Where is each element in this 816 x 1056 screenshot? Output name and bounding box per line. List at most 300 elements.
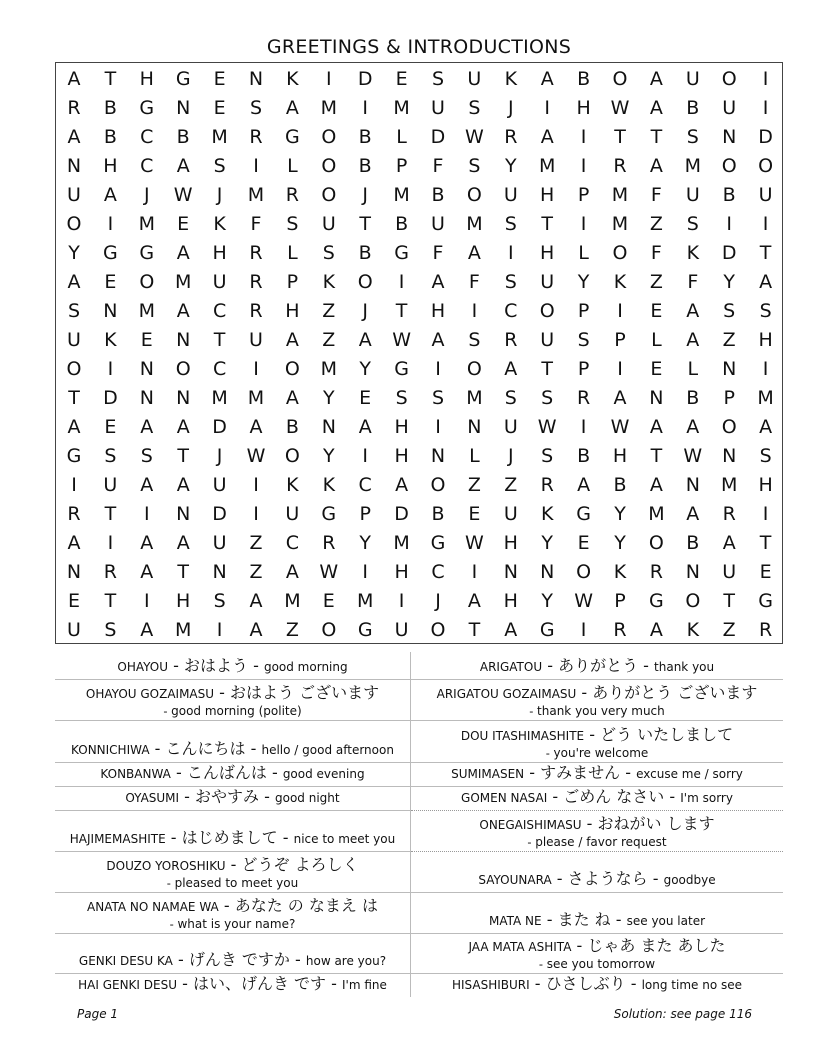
grid-letter: G [66,445,82,467]
grid-letter: O [612,242,628,264]
grid-letter: I [107,532,114,554]
grid-letter: K [322,271,336,293]
grid-letter: U [540,271,555,293]
grid-letter: C [285,532,300,554]
grid-letter: N [430,445,446,467]
grid-letter: S [723,300,736,322]
grid-letter: I [253,503,259,525]
romaji-text: SAYOUNARA [478,873,552,887]
grid-letter: U [212,474,227,496]
grid-letter: N [103,300,118,322]
vocab-line: KONNICHIWA - こんにちは - hello / good afternoon [71,739,394,758]
grid-letter: S [286,213,299,235]
grid-letter: Y [723,271,735,293]
grid-letter: T [650,126,663,148]
grid-letter: N [139,358,154,380]
grid-letter: M [393,184,410,206]
grid-letter: B [358,242,372,264]
grid-letter: I [143,590,150,612]
grid-letter: G [576,503,591,525]
grid-letter: S [468,155,481,177]
grid-letter: F [250,213,262,235]
grid-letter: R [504,126,518,148]
grid-letter: I [617,358,623,380]
vocab-line: ONEGAISHIMASU - おねがい します [479,814,715,833]
vocab-line: - pleased to meet you [166,876,299,890]
grid-letter: R [285,184,299,206]
grid-letter: B [395,213,409,235]
vocab-entry [55,851,410,892]
grid-letter: E [213,68,226,90]
grid-letter: T [104,590,117,612]
english-text: see you later [626,914,706,928]
grid-letter: D [212,416,227,438]
romaji-text: HAI GENKI DESU [78,978,177,992]
vocab-entry [411,679,783,720]
grid-letter: D [721,242,737,264]
grid-letter: E [104,416,117,438]
grid-letter: R [758,619,773,641]
vocab-entry [55,933,410,973]
grid-letter: I [253,155,259,177]
grid-letter: W [319,561,339,583]
grid-letter: T [759,242,772,264]
grid-letter: A [67,416,81,438]
grid-letter: H [758,474,773,496]
grid-letter: G [175,68,191,90]
grid-letter: T [541,358,553,380]
grid-letter: B [431,503,445,525]
grid-letter: O [321,184,337,206]
grid-letter: T [468,619,481,641]
grid-letter: S [140,445,153,467]
grid-letter: H [394,445,409,467]
romaji-text: MATA NE [488,914,542,928]
grid-letter: Y [614,503,626,525]
grid-letter: A [540,126,554,148]
grid-letter: T [68,387,80,409]
grid-letter: A [285,329,299,351]
grid-letter: E [177,213,190,235]
grid-row [56,616,782,645]
english-text: good morning (polite) [171,704,302,718]
grid-letter: E [759,561,772,583]
grid-letter: Z [249,561,263,583]
grid-letter: M [611,184,629,206]
grid-letter: A [504,619,518,641]
grid-letter: W [683,445,703,467]
grid-letter: G [539,619,555,641]
grid-letter: E [468,503,481,525]
grid-letter: T [177,445,189,467]
grid-letter: H [394,561,409,583]
grid-row [56,152,782,181]
grid-letter: O [648,532,664,554]
grid-letter: I [107,358,114,380]
grid-row [56,355,782,384]
romaji-text: KONNICHIWA [71,743,150,757]
grid-letter: U [685,184,700,206]
grid-letter: A [649,68,663,90]
grid-letter: B [358,126,372,148]
japanese-text: はい、げんき です [192,974,327,993]
grid-letter: P [614,329,626,351]
grid-letter: Y [359,358,371,380]
grid-letter: F [468,271,480,293]
grid-letter: D [212,503,227,525]
grid-letter: B [358,155,372,177]
japanese-text: さようなら [567,869,648,888]
grid-letter: S [504,271,517,293]
grid-row [56,123,782,152]
grid-letter: B [613,474,627,496]
grid-letter: H [758,329,773,351]
japanese-text: おねがい します [597,814,715,833]
grid-letter: I [71,474,77,496]
page-title: GREETINGS & INTRODUCTIONS [266,36,572,58]
grid-letter: N [176,97,191,119]
grid-letter: B [686,532,700,554]
grid-letter: H [285,300,300,322]
grid-letter: C [140,126,154,148]
grid-letter: Z [322,329,336,351]
grid-letter: R [249,242,263,264]
grid-letter: S [759,300,772,322]
grid-letter: D [758,126,773,148]
vocab-line: - what is your name? [169,917,296,931]
grid-letter: O [721,68,737,90]
vocab-entry [411,933,783,973]
grid-row [56,210,782,239]
grid-letter: M [174,619,192,641]
japanese-text: じゃあ また あした [587,936,726,955]
grid-row [56,529,782,558]
grid-letter: O [721,155,737,177]
grid-letter: I [435,416,441,438]
grid-letter: Z [649,213,663,235]
grid-letter: F [650,242,662,264]
grid-letter: T [541,213,553,235]
grid-letter: Z [722,329,736,351]
grid-letter: A [358,416,372,438]
grid-letter: D [357,68,373,90]
english-text: good morning [263,660,348,674]
grid-letter: A [285,561,299,583]
vocab-line: - please / favor request [527,835,667,849]
grid-letter: K [213,213,226,235]
grid-letter: E [67,590,80,612]
grid-letter: J [362,300,368,322]
vocab-entry [55,786,410,810]
grid-letter: W [537,416,557,438]
english-text: please / favor request [535,835,667,849]
grid-letter: H [176,590,191,612]
grid-letter: L [469,445,480,467]
grid-letter: O [758,155,774,177]
grid-row [56,94,782,123]
grid-row [56,587,782,616]
page-number: Page 1 [77,1007,119,1021]
grid-letter: M [247,387,265,409]
grid-letter: I [762,97,769,119]
romaji-text: GOMEN NASAI [461,791,548,805]
grid-letter: Z [249,532,263,554]
japanese-text: おはよう ございます [230,683,380,702]
grid-letter: I [580,213,587,235]
grid-letter: M [538,155,556,177]
vocab-line: HAJIMEMASHITE - はじめまして - nice to meet you [69,828,396,847]
grid-letter: I [253,358,259,380]
grid-letter: C [431,561,445,583]
grid-letter: D [430,126,446,148]
grid-letter: R [613,155,627,177]
grid-letter: G [430,532,446,554]
grid-letter: T [395,300,408,322]
grid-letter: B [285,416,299,438]
grid-letter: N [722,126,737,148]
grid-letter: S [67,300,81,322]
grid-letter: R [67,97,81,119]
grid-letter: I [398,271,405,293]
grid-letter: O [357,271,373,293]
grid-letter: M [247,184,265,206]
grid-letter: G [758,590,773,612]
grid-letter: U [212,271,227,293]
japanese-text: あなた の なまえ は [234,896,378,915]
grid-letter: E [577,532,590,554]
romaji-text: SUMIMASEN [451,767,525,781]
grid-letter: B [686,387,700,409]
grid-letter: A [686,503,700,525]
grid-letter: A [249,416,263,438]
grid-letter: Z [649,271,663,293]
vocab-line: - good morning (polite) [163,704,302,718]
grid-letter: N [139,387,154,409]
grid-letter: I [471,300,478,322]
grid-letter: T [614,126,626,148]
grid-letter: M [648,503,665,525]
grid-letter: P [577,358,590,380]
grid-letter: G [285,126,300,148]
grid-letter: K [540,503,554,525]
grid-letter: S [686,213,699,235]
grid-row [56,500,782,529]
grid-row [56,297,782,326]
vocab-entry [411,851,783,892]
grid-letter: F [432,242,444,264]
grid-letter: T [723,590,735,612]
grid-letter: M [138,300,155,322]
grid-letter: Z [722,619,736,641]
english-text: thank you very much [537,704,665,718]
grid-letter: Y [359,532,371,554]
grid-letter: G [103,242,118,264]
grid-letter: I [362,445,368,467]
grid-letter: A [358,329,372,351]
grid-letter: N [503,561,518,583]
grid-letter: A [649,474,663,496]
grid-letter: A [249,619,263,641]
vocab-line: GOMEN NASAI - ごめん なさい - I'm sorry [461,787,733,806]
grid-letter: F [650,184,662,206]
grid-letter: I [762,503,769,525]
grid-letter: A [431,271,445,293]
grid-letter: O [576,561,592,583]
japanese-text: また ね [557,910,611,929]
grid-letter: R [322,532,336,554]
grid-letter: U [212,532,227,554]
grid-row [56,413,782,442]
romaji-text: ONEGAISHIMASU [479,818,582,832]
romaji-text: ARIGATOU [479,660,543,674]
grid-row [56,384,782,413]
grid-letter: H [540,184,555,206]
romaji-text: ANATA NO NAMAE WA [87,900,219,914]
grid-letter: C [140,155,154,177]
romaji-text: DOU ITASHIMASHITE [460,729,585,743]
vocab-entry [55,720,410,762]
vocab-entry [411,892,783,933]
grid-letter: A [67,126,81,148]
grid-letter: Z [467,474,481,496]
grid-letter: A [649,416,663,438]
grid-letter: M [393,532,410,554]
grid-letter: M [466,387,483,409]
grid-letter: A [140,532,154,554]
grid-letter: K [104,329,117,351]
grid-letter: F [687,271,699,293]
grid-letter: N [66,155,82,177]
vocab-entry [55,892,410,933]
vocab-line: - thank you very much [529,704,665,718]
vocab-line: - you're welcome [545,746,649,760]
vocab-entry [411,973,783,997]
grid-letter: S [468,329,481,351]
romaji-text: KONBANWA [100,767,171,781]
english-text: how are you? [305,954,387,968]
vocab-line: ARIGATOU GOZAIMASU - ありがとう ございます [436,683,758,702]
grid-letter: U [685,68,700,90]
grid-letter: A [140,561,154,583]
grid-letter: I [617,300,623,322]
grid-row [56,268,782,297]
grid-letter: H [430,300,446,322]
grid-letter: E [104,271,117,293]
grid-letter: H [540,242,555,264]
grid-letter: H [139,68,154,90]
grid-letter: I [398,590,405,612]
grid-row [56,65,782,94]
grid-letter: M [393,97,410,119]
grid-letter: A [649,155,663,177]
grid-letter: G [139,242,155,264]
grid-letter: A [649,619,663,641]
grid-letter: N [176,503,191,525]
grid-letter: B [686,97,700,119]
grid-letter: W [610,416,630,438]
romaji-text: DOUZO YOROSHIKU [106,859,226,873]
japanese-text: ごめん なさい [563,787,665,806]
grid-letter: S [249,97,263,119]
grid-letter: R [613,619,627,641]
grid-letter: Y [504,155,517,177]
grid-letter: B [577,68,591,90]
grid-letter: K [613,271,627,293]
grid-letter: I [325,68,332,90]
grid-letter: A [504,358,518,380]
japanese-text: はじめまして [181,828,278,847]
grid-letter: I [107,213,114,235]
grid-letter: S [504,213,517,235]
grid-letter: M [356,590,374,612]
grid-letter: N [685,561,700,583]
grid-row [56,239,782,268]
grid-letter: R [103,561,117,583]
grid-letter: I [762,358,769,380]
grid-letter: M [684,155,701,177]
grid-letter: S [468,97,481,119]
vocab-line: SAYOUNARA - さようなら - goodbye [478,869,716,888]
grid-letter: N [540,561,555,583]
vocab-line: DOU ITASHIMASHITE - どう いたしまして [460,725,734,744]
grid-letter: J [216,184,223,206]
vocab-line: MATA NE - また ね - see you later [488,910,706,929]
grid-letter: S [322,242,335,264]
romaji-text: OYASUMI [125,791,180,805]
grid-letter: K [613,561,627,583]
grid-letter: R [249,271,263,293]
grid-letter: J [143,184,150,206]
grid-letter: C [212,300,227,322]
vocab-line: GENKI DESU KA - げんき ですか - how are you? [78,950,387,969]
vocab-entry [411,810,783,851]
grid-letter: A [67,68,81,90]
grid-letter: A [722,532,736,554]
grid-letter: M [720,474,738,496]
grid-letter: I [216,619,223,641]
grid-letter: R [504,329,518,351]
grid-letter: A [759,416,773,438]
grid-letter: G [394,358,409,380]
grid-letter: H [503,532,518,554]
grid-letter: S [104,619,117,641]
grid-letter: D [394,503,409,525]
romaji-text: GENKI DESU KA [78,954,173,968]
grid-letter: Y [322,445,335,467]
grid-letter: A [140,474,154,496]
grid-letter: T [650,445,663,467]
grid-letter: O [284,358,300,380]
grid-letter: Y [541,590,553,612]
grid-letter: G [649,590,664,612]
grid-letter: G [139,97,155,119]
grid-letter: S [213,590,226,612]
grid-letter: I [362,561,368,583]
grid-letter: L [578,242,589,264]
grid-letter: W [464,532,484,554]
grid-letter: A [285,97,299,119]
grid-letter: U [103,474,118,496]
grid-letter: N [176,387,191,409]
grid-letter: A [613,387,627,409]
grid-letter: W [464,126,484,148]
grid-letter: B [577,445,591,467]
english-text: long time no see [641,978,743,992]
grid-letter: A [686,416,700,438]
grid-letter: O [175,358,191,380]
vocab-entry [411,720,783,762]
grid-letter: J [507,445,514,467]
